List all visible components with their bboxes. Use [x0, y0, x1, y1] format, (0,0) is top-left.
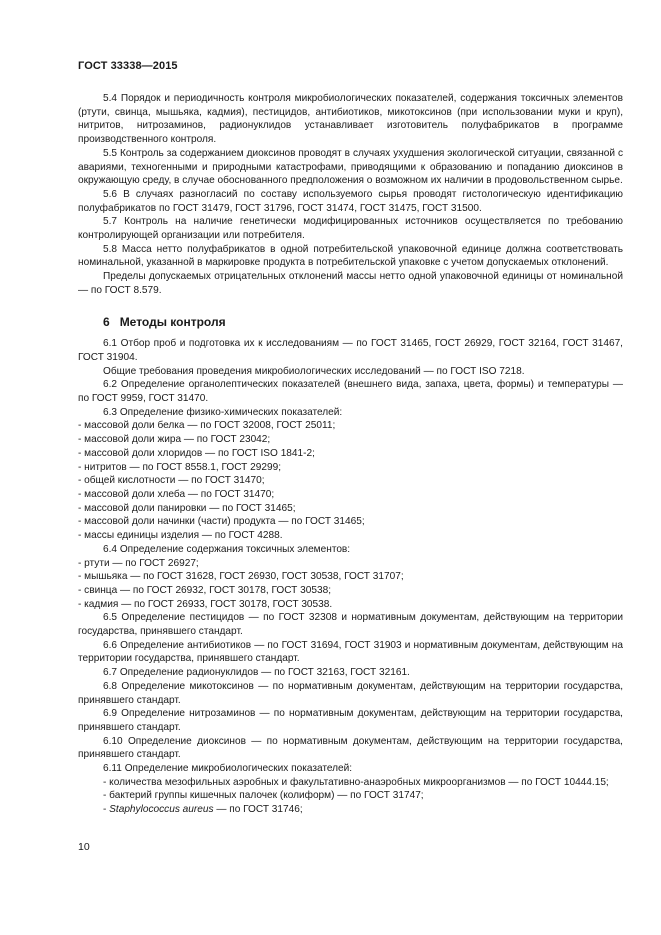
section-6-number: 6	[103, 314, 110, 329]
list-item: - массовой доли хлеба — по ГОСТ 31470;	[78, 488, 275, 500]
paragraph-6-1: 6.1 Отбор проб и подготовка их к исследованиям — по ГОСТ 31465, ГОСТ 26929, ГОСТ 32164, ГОСТ 31467, ГОСТ 31904.	[78, 338, 623, 363]
paragraph-5-4: 5.4 Порядок и периодичность контроля микробиологических показателей, содержания токсичных элементов (ртути, свинца, мышьяка, кадмия), пестицидов, антибиотиков, микотоксинов (при использовании муки и круп), нитритов, нитрозаминов, радионуклидов устанавливает изготовитель полуфабрикатов в программе производственного контроля.	[78, 93, 623, 146]
paragraph-6-8: 6.8 Определение микотоксинов — по нормативным документам, действующим на территории государства, принявшего стандарт.	[78, 680, 623, 706]
list-item-suffix: — по ГОСТ 31746;	[213, 804, 303, 816]
paragraph-6-10: 6.10 Определение диоксинов — по нормативным документам, действующим на территории государства, принявшего стандарт.	[78, 735, 623, 761]
section-6-title: Методы контроля	[119, 314, 226, 329]
list-item	[78, 803, 623, 817]
paragraph-5-8-tolerance: Пределы допускаемых отрицательных отклонений массы нетто одной упаковочной единицы от номинальной — по ГОСТ 8.579.	[78, 271, 623, 296]
list-item: - свинца — по ГОСТ 26932, ГОСТ 30178, ГОСТ 30538;	[78, 584, 332, 596]
paragraph-6-7: 6.7 Определение радионуклидов — по ГОСТ 32163, ГОСТ 32161.	[103, 667, 410, 679]
list-item: - нитритов — по ГОСТ 8558.1, ГОСТ 29299;	[78, 461, 282, 473]
paragraph-6-5: 6.5 Определение пестицидов — по ГОСТ 32308 и нормативным документам, действующим на территории государства, принявшего стандарт.	[78, 612, 623, 638]
list-item: - массовой доли панировки — по ГОСТ 31465;	[78, 502, 296, 514]
paragraph-5-6: 5.6 В случаях разногласий по составу используемого сырья проводят гистологическую идентификацию полуфабрикатов по ГОСТ 31479, ГОСТ 31796, ГОСТ 31474, ГОСТ 31475, ГОСТ 31500.	[78, 188, 623, 214]
paragraph-6-11: 6.11 Определение микробиологических показателей:	[103, 763, 353, 775]
document-body	[78, 92, 623, 817]
list-item: - массовой доли белка — по ГОСТ 32008, ГОСТ 25011;	[78, 420, 336, 432]
list-item: - бактерий группы кишечных палочек (колиформ) — по ГОСТ 31747;	[103, 790, 424, 802]
list-item: - ртути — по ГОСТ 26927;	[78, 557, 199, 569]
paragraph-5-5: 5.5 Контроль за содержанием диоксинов проводят в случаях ухудшения экологической ситуации, связанной с авариями, техногенными и природными катастрофами, приводящими к образованию и попаданию диоксинов в окружающую среду, в случае обоснованного предположения о возможном их наличии в продовольственном сырье.	[78, 147, 623, 187]
paragraph-6-4: 6.4 Определение содержания токсичных элементов:	[103, 543, 351, 555]
list-item: - кадмия — по ГОСТ 26933, ГОСТ 30178, ГОСТ 30538.	[78, 598, 333, 610]
paragraph-6-2: 6.2 Определение органолептических показателей (внешнего вида, запаха, цвета, формы) и температуры — по ГОСТ 9959, ГОСТ 31470.	[78, 379, 623, 405]
list-item: - количества мезофильных аэробных и факультативно-анаэробных микроорганизмов — по ГОСТ 10444.15;	[103, 776, 609, 788]
list-item: - массовой доли начинки (части) продукта — по ГОСТ 31465;	[78, 516, 365, 528]
list-item: - массы единицы изделия — по ГОСТ 4288.	[78, 530, 283, 542]
list-item-prefix: -	[103, 804, 110, 816]
list-item: - массовой доли хлоридов — по ГОСТ ISO 1841-2;	[78, 447, 315, 459]
list-item: - мышьяка — по ГОСТ 31628, ГОСТ 26930, ГОСТ 30538, ГОСТ 31707;	[78, 571, 404, 583]
page-number: 10	[78, 841, 90, 853]
paragraph-6-6: 6.6 Определение антибиотиков — по ГОСТ 31694, ГОСТ 31903 и нормативным документам, действующим на территории государства, принявшего стандарт.	[78, 639, 623, 665]
paragraph-6-1-general: Общие требования проведения микробиологических исследований — по ГОСТ ISO 7218.	[103, 365, 525, 377]
list-item: - массовой доли жира — по ГОСТ 23042;	[78, 434, 271, 446]
paragraph-6-3: 6.3 Определение физико-химических показателей:	[103, 406, 343, 418]
organism-name: Staphylococcus aureus	[109, 804, 214, 816]
list-item: - общей кислотности — по ГОСТ 31470;	[78, 475, 265, 487]
paragraph-5-7: 5.7 Контроль на наличие генетически модифицированных источников осуществляется по требованию контролирующей организации или потребителя.	[78, 216, 623, 242]
section-6-heading	[103, 316, 623, 330]
paragraph-5-8: 5.8 Масса нетто полуфабрикатов в одной потребительской упаковочной единице должна соответствовать номинальной, указанной в маркировке продукта в потребительской упаковке с учетом допускаемых отклонений.	[78, 243, 623, 269]
document-header: ГОСТ 33338—2015	[78, 60, 178, 72]
paragraph-6-9: 6.9 Определение нитрозаминов — по нормативным документам, действующим на территории государства, принявшего стандарт.	[78, 708, 623, 733]
